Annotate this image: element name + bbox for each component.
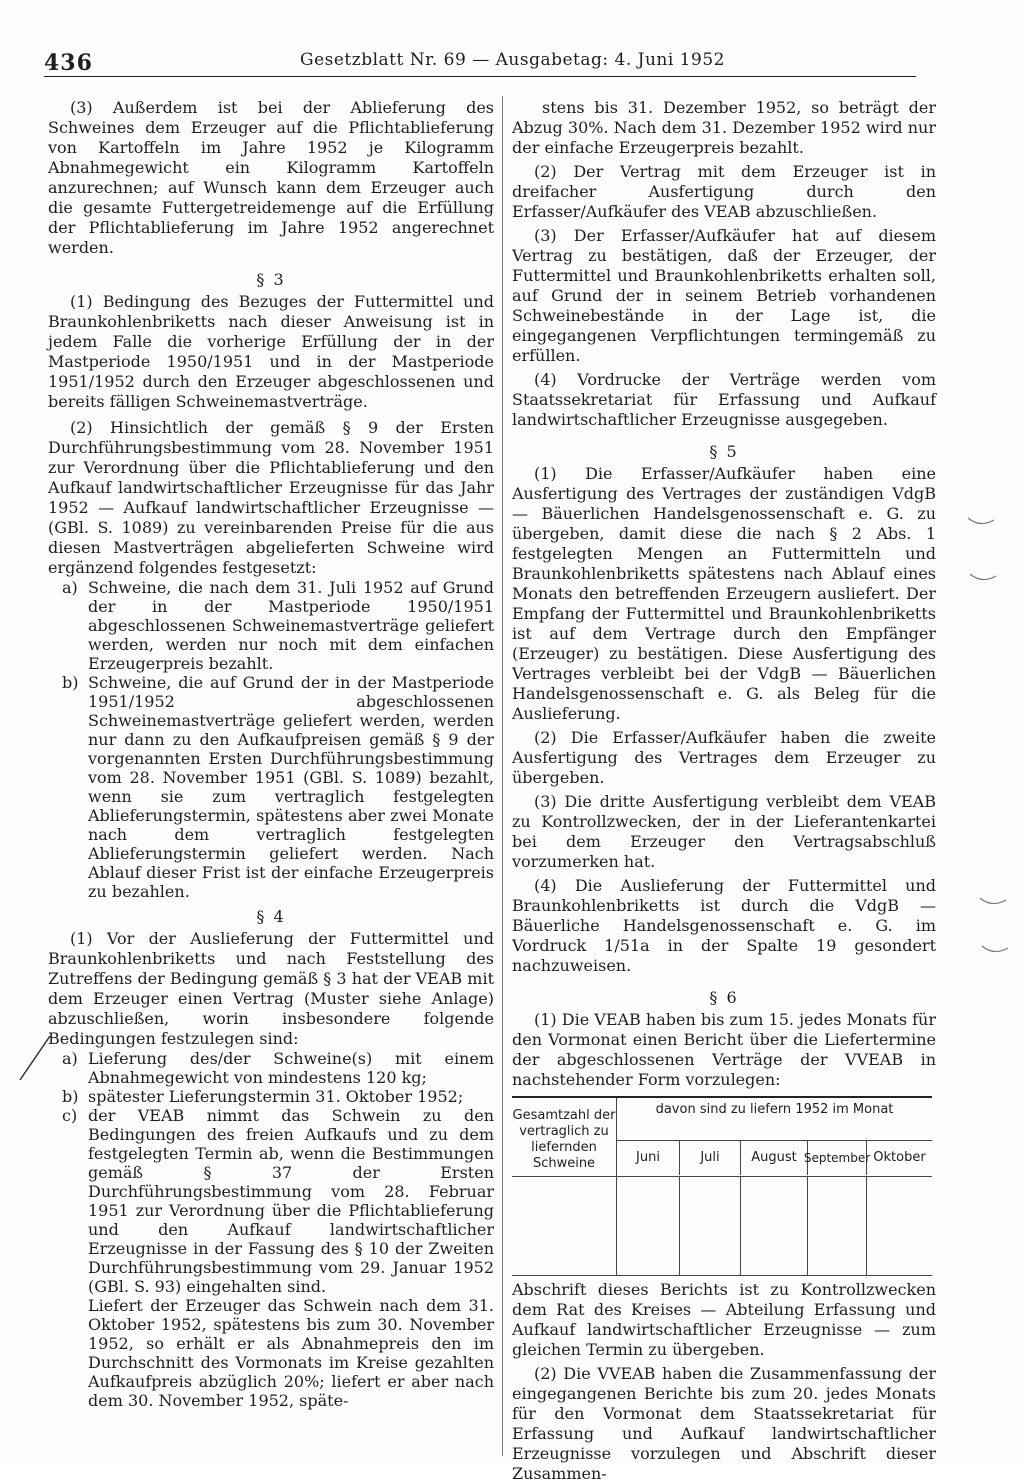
margin-mark [968,570,998,584]
table-cell [512,1177,617,1275]
list-label: b) [62,673,79,692]
paragraph-s6-2: (2) Die VVEAB haben die Zusammenfassung der eingegangenen Berichte bis zum 20. jedes Monats für den Vormonat dem Staatssekretariat für Erfassung und Aufkauf landwirtschaftlicher Erzeugnisse vorzulegen und Abschrift dieser Zusammen- [512,1364,936,1483]
list-text: der VEAB nimmt das Schwein zu den Bedingungen des freien Aufkaufs und zu dem festgelegten Termin ab, wenn die Bestimmungen gemäß § 37 der Ersten Durchführungsbestimmung vom 28. Februar 1951 zur Verordnung über die Pflichtablieferung und den Aufkauf landwirtschaftlicher Erzeugnisse in der Fassung des § 10 der Zweiten Durchführungsbestimmung vom 29. Januar 1952 (GBl. S. 93) eingehalten sind. [88,1106,494,1296]
paragraph-s6-copy: Abschrift dieses Berichts ist zu Kontrollzwecken dem Rat des Kreises — Abteilung Erfassung und Aufkauf landwirtschaftlicher Erzeugnisse — zum gleichen Termin zu übergeben. [512,1280,936,1359]
month-header-juli: Juli [680,1141,741,1175]
table-header-row [512,1098,932,1176]
table-body-row [512,1176,932,1275]
margin-mark [978,894,1008,908]
list-label: a) [62,578,78,597]
paragraph-s5-1: (1) Die Erfasser/Aufkäufer haben eine Ausfertigung des Vertrages der zuständigen VdgB — Bäuerlichen Handelsgenossenschaft e. G. zu übergeben, damit diese die nach § 2 Abs. 1 festgelegten Mengen an Futtermitteln und Braunkohlenbriketts spätestens nach Ablauf eines Monats den betreffenden Erzeugern ausliefert. Der Empfang der Futtermittel und Braunkohlenbriketts ist auf dem Vertrage durch den Empfänger (Erzeuger) zu bestätigen. Diese Ausfertigung des Vertrages verbleibt bei der VdgB — Bäuerlichen Handelsgenossenschaft e. G. als Beleg für die Auslieferung. [512,464,936,723]
month-header-september: September [808,1141,867,1175]
list-item-a [48,578,494,673]
report-table [512,1096,932,1276]
list-item-c [48,1106,494,1410]
paragraph-continued: stens bis 31. Dezember 1952, so beträgt der Abzug 30%. Nach dem 31. Dezember 1952 wird nur der einfache Erzeugerpreis bezahlt. [512,98,936,157]
list-label: a) [62,1049,78,1068]
paragraph-s4-4: (4) Vordrucke der Verträge werden vom Staatssekretariat für Erfassung und Aufkauf landwirtschaftlicher Erzeugnisse ausgegeben. [512,370,936,429]
month-header-oktober: Oktober [873,1150,926,1165]
month-headers [617,1141,932,1175]
margin-mark [966,514,996,528]
month-group [617,1098,932,1176]
column-divider [502,96,503,1456]
list-text: spätester Lieferungstermin 31. Oktober 1952; [88,1087,464,1106]
paragraph-s2-3: (3) Außerdem ist bei der Ablieferung des Schweines dem Erzeuger auf die Pflichtablieferung von Kartoffeln im Jahre 1952 je Kilogramm Abnahmegewicht ein Kilogramm Kartoffeln anzurechnen; auf Wunsch kann dem Erzeuger auch die gesamte Futtergetreidemenge auf die Erfüllung der Pflichtablieferung im Jahre 1952 angerechnet werden. [48,98,494,257]
section-heading-5: § 5 [709,442,739,461]
table-cell [741,1177,808,1275]
month-group-header: davon sind zu liefern 1952 im Monat [617,1098,932,1141]
month-header-august: August [741,1141,808,1175]
paragraph-s4-3: (3) Der Erfasser/Aufkäufer hat auf diesem Vertrag zu bestätigen, daß der Erzeuger, der Futtermittel und Braunkohlenbriketts erhalten soll, auf Grund der in seinem Betrieb vorhandenen Schweinebestände in der Lage ist, die eingegangenen Verpflichtungen termingemäß zu erfüllen. [512,226,936,365]
paragraph-s5-2: (2) Die Erfasser/Aufkäufer haben die zweite Ausfertigung des Vertrages dem Erzeuger zu übergeben. [512,728,936,787]
list-text: Lieferung des/der Schweine(s) mit einem Abnahmegewicht von mindestens 120 kg; [88,1049,494,1087]
paragraph-s4-2: (2) Der Vertrag mit dem Erzeuger ist in dreifacher Ausfertigung durch den Erfasser/Aufkäufer des VEAB abzuschließen. [512,162,936,221]
month-header-juni: Juni [617,1141,680,1175]
paragraph-s5-4: (4) Die Auslieferung der Futtermittel und Braunkohlenbriketts ist durch die VdgB — Bäuerliche Handelsgenossenschaft e. G. im Vordruck 1/51a in der Spalte 19 gesondert nachzuweisen. [512,876,936,975]
pencil-slash-mark [18,1034,52,1082]
list-label: c) [62,1106,78,1125]
right-column [512,98,936,1484]
paragraph-s3-1: (1) Bedingung des Bezuges der Futtermittel und Braunkohlenbriketts nach dieser Anweisung ist in jedem Falle die vorherige Erfüllung der in der Mastperiode 1950/1951 und in der Mastperiode 1951/1952 durch den Erzeuger abgeschlossenen und bereits fälligen Schweinemastverträge. [48,292,494,411]
list-text-continued: Liefert der Erzeuger das Schwein nach dem 31. Oktober 1952, spätestens bis zum 30. November 1952, so erhält er als Abnahmepreis den im Durchschnitt des Vormonats im Kreise gezahlten Aufkaufpreis abzüglich 20%; liefert er aber nach dem 30. November 1952, späte- [88,1296,494,1410]
page-number: 436 [44,50,93,76]
section-heading-6: § 6 [709,988,739,1007]
list-item-b [48,1087,494,1106]
header-rule [44,76,916,77]
paragraph-s5-3: (3) Die dritte Ausfertigung verbleibt dem VEAB zu Kontrollzwecken, der in der Lieferantenkartei bei dem Erzeuger den Vertragsabschluß vorzumerken hat. [512,792,936,871]
list-item-b [48,673,494,901]
table-cell [808,1177,867,1275]
table-cell [680,1177,741,1275]
left-column [48,98,494,1410]
list-text: Schweine, die auf Grund der in der Mastperiode 1951/1952 abgeschlossenen Schweinemastverträge geliefert werden, werden nur dann zu den Aufkaufpreisen gemäß § 9 der vorgenannten Ersten Durchführungsbestimmung vom 28. November 1951 (GBl. S. 1089) bezahlt, wenn sie zum vertraglich festgelegten Ablieferungstermin, spätestens aber zwei Monate nach dem vertraglich festgelegten Ablieferungstermin geliefert werden. Nach Ablauf dieser Frist ist der einfache Erzeugerpreis zu bezahlen. [88,673,494,901]
list-item-a [48,1049,494,1087]
paragraph-s6-1: (1) Die VEAB haben bis zum 15. jedes Monats für den Vormonat einen Bericht über die Liefertermine der abgeschlossenen Verträge der VVEAB in nachstehender Form vorzulegen: [512,1010,936,1089]
list-text: Schweine, die nach dem 31. Juli 1952 auf Grund der in der Mastperiode 1950/1951 abgeschlossenen Schweinemastverträge geliefert werden, werden nur noch mit dem einfachen Erzeugerpreis bezahlt. [88,578,494,673]
paragraph-s3-2: (2) Hinsichtlich der gemäß § 9 der Ersten Durchführungsbestimmung vom 28. November 1951 zur Verordnung über die Pflichtablieferung und den Aufkauf landwirtschaftlicher Erzeugnisse für das Jahr 1952 — Aufkauf landwirtschaftlicher Erzeugnisse — (GBl. S. 1089) zu vereinbarenden Preise für die aus diesen Mastverträgen abgelieferten Schweine wird ergänzend folgendes festgesetzt: [48,418,494,577]
table-cell [617,1177,680,1275]
total-column-header: Gesamtzahl der vertraglich zu liefernden Schweine [512,1098,617,1176]
running-header: Gesetzblatt Nr. 69 — Ausgabetag: 4. Juni 1952 [300,50,725,70]
table-cell [867,1177,932,1275]
section-heading-3: § 3 [256,270,286,289]
section-heading-4: § 4 [256,907,286,926]
margin-mark [980,942,1010,956]
list-label: b) [62,1087,79,1106]
paragraph-s4-1: (1) Vor der Auslieferung der Futtermittel und Braunkohlenbriketts und nach Feststellung des Zutreffens der Bedingung gemäß § 3 hat der VEAB mit dem Erzeuger einen Vertrag (Muster siehe Anlage) abzuschließen, worin insbesondere folgende Bedingungen festzulegen sind: [48,929,494,1048]
